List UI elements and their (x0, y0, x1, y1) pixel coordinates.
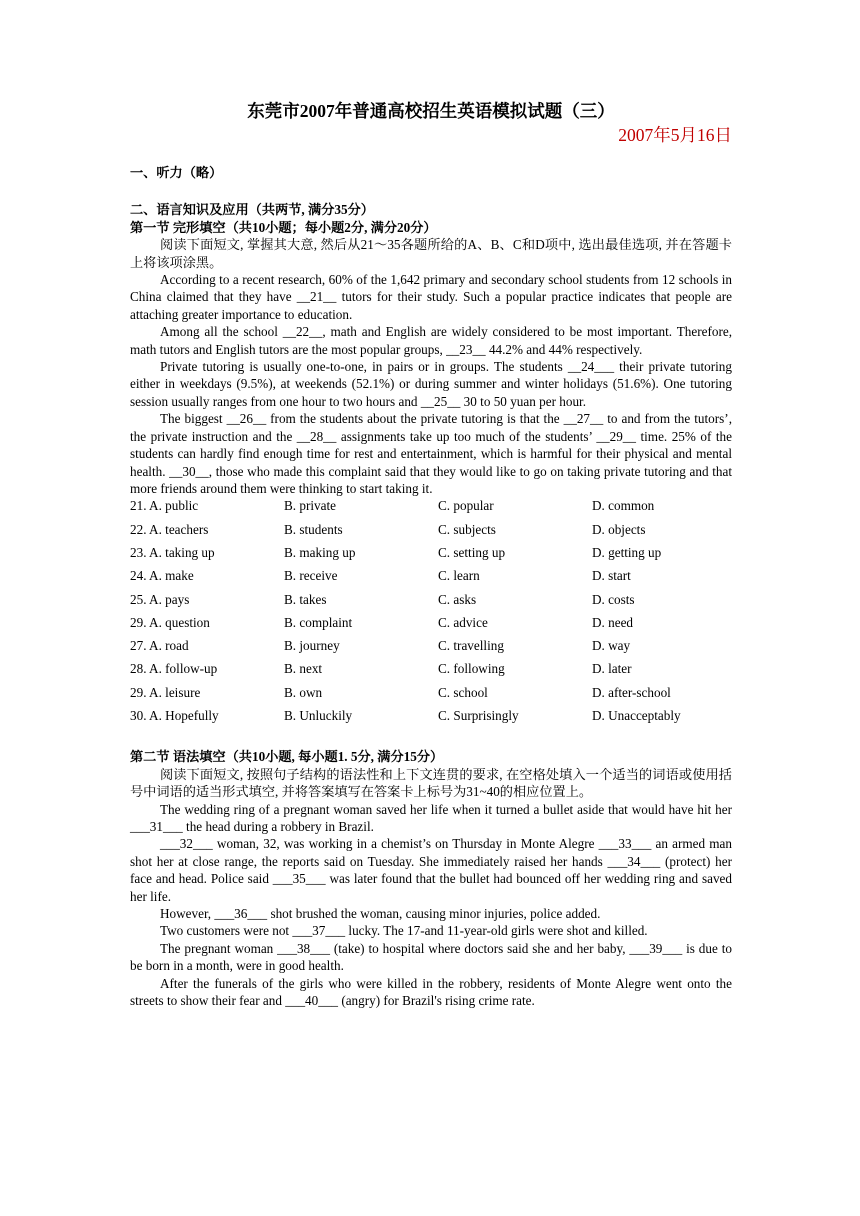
option-row (130, 684, 732, 707)
option-d: D. Unacceptably (592, 707, 681, 723)
cloze-paragraph: Private tutoring is usually one-to-one, in pairs or in groups. The students __24___ their private tutoring either in weekdays (9.5%), at weekends (52.1%) or during summer and winter holidays (51.6%). One tutoring session usually ranges from one hour to two hours and __25__ 30 to 50 yuan per hour. (130, 359, 732, 409)
option-c: C. popular (438, 498, 494, 514)
option-a: 27. A. road (130, 638, 189, 654)
option-b: B. journey (284, 638, 340, 654)
cloze-paragraph: According to a recent research, 60% of the 1,642 primary and secondary school students from 12 schools in China claimed that they have __21__ tutors for their study. Such a popular practice indicates that people are attaching greater importance to education. (130, 272, 732, 322)
option-c: C. setting up (438, 544, 506, 560)
option-c: C. travelling (438, 638, 504, 654)
option-d: D. way (592, 638, 631, 654)
cloze-paragraph: The biggest __26__ from the students about the private tutoring is that the __27__ to and from the tutors’, the private instruction and the __28__ assignments take up too much of the students’ __29__ time. 25% of the students can hardly find enough time for rest and entertainment, which is harmful for their physical and mental health. __30__, those who made this complaint said that they would like to go on taking private tutoring and that more friends around them were thinking to start taking it. (130, 411, 732, 496)
option-b: B. own (284, 684, 323, 700)
option-a: 30. A. Hopefully (130, 707, 219, 723)
option-d: D. costs (592, 591, 635, 607)
option-row (130, 544, 732, 567)
option-b: B. students (284, 521, 343, 537)
option-c: C. learn (438, 568, 480, 584)
option-d: D. getting up (592, 544, 662, 560)
grammar-paragraph: However, ___36___ shot brushed the woman, causing minor injuries, police added. (160, 905, 601, 921)
option-a: 22. A. teachers (130, 521, 209, 537)
option-b: B. making up (284, 544, 356, 560)
option-row (130, 567, 732, 590)
option-a: 29. A. question (130, 614, 210, 630)
option-row (130, 637, 732, 660)
grammar-paragraph: After the funerals of the girls who were killed in the robbery, residents of Monte Alegre went onto the streets to show their fear and ___40___ (angry) for Brazil's rising crime rate. (130, 975, 732, 1008)
option-d: D. later (592, 661, 632, 677)
grammar-paragraph: The pregnant woman ___38___ (take) to hospital where doctors said she and her baby, ___39___ is due to be born in a month, were in good health. (130, 940, 732, 974)
option-c: C. advice (438, 614, 488, 630)
option-b: B. complaint (284, 614, 353, 630)
cloze-paragraph: Among all the school __22__, math and English are widely considered to be most important. Therefore, math tutors and English tutors are the most popular groups, __23__ 44.2% and 44% respectively. (130, 324, 732, 357)
option-d: D. common (592, 498, 655, 514)
option-a: 24. A. make (130, 568, 194, 584)
option-row (130, 521, 732, 544)
option-d: D. after-school (592, 684, 671, 700)
section-language: 二、语言知识及应用（共两节, 满分35分） (130, 202, 374, 218)
option-b: B. private (284, 498, 337, 514)
part2-instructions: 阅读下面短文, 按照句子结构的语法性和上下文连贯的要求, 在空格处填入一个适当的词语或使用括号中词语的适当形式填空, 并将答案填写在答案卡上标号为31~40的相应位置上。 (130, 766, 732, 800)
option-c: C. following (438, 661, 505, 677)
option-a: 25. A. pays (130, 591, 190, 607)
grammar-paragraph: ___32___ woman, 32, was working in a chemist’s on Thursday in Monte Alegre ___33___ an armed man shot her at close range, the reports said on Tuesday. She immediately raised her hands ___34___ (protect) her face and head. Police said ___35___ was later found that the bullet had bounced off her wedding ring and saved her life. (130, 836, 732, 904)
option-row (130, 660, 732, 683)
option-a: 21. A. public (130, 498, 199, 514)
part2-heading: 第二节 语法填空（共10小题, 每小题1. 5分, 满分15分） (130, 749, 444, 765)
option-a: 29. A. leisure (130, 684, 201, 700)
exam-date: 2007年5月16日 (618, 125, 732, 145)
part1-heading: 第一节 完形填空（共10小题；每小题2分, 满分20分） (130, 219, 437, 235)
grammar-paragraph: Two customers were not ___37___ lucky. The 17-and 11-year-old girls were shot and killed. (160, 923, 648, 939)
part1-instructions: 阅读下面短文, 掌握其大意, 然后从21～35各题所给的A、B、C和D项中, 选出最佳选项, 并在答题卡上将该项涂黑。 (130, 237, 732, 270)
option-a: 23. A. taking up (130, 544, 215, 560)
option-c: C. subjects (438, 521, 496, 537)
options-table (130, 497, 732, 730)
option-d: D. need (592, 614, 634, 630)
option-row (130, 497, 732, 520)
option-b: B. takes (284, 591, 327, 607)
option-row (130, 707, 732, 730)
section-listening: 一、听力（略） (130, 165, 223, 180)
page-title: 东莞市2007年普通高校招生英语模拟试题（三） (247, 101, 615, 121)
grammar-paragraph: The wedding ring of a pregnant woman saved her life when it turned a bullet aside that would have hit her ___31___ the head during a robbery in Brazil. (130, 801, 732, 834)
option-c: C. Surprisingly (438, 707, 519, 723)
exam-page (130, 100, 732, 1009)
option-d: D. objects (592, 521, 646, 537)
option-a: 28. A. follow-up (130, 661, 218, 677)
option-b: B. receive (284, 568, 338, 584)
option-row (130, 614, 732, 637)
option-c: C. school (438, 684, 488, 700)
option-c: C. asks (438, 591, 477, 607)
option-d: D. start (592, 568, 631, 584)
option-row (130, 591, 732, 614)
option-b: B. Unluckily (284, 707, 353, 723)
option-b: B. next (284, 661, 323, 677)
